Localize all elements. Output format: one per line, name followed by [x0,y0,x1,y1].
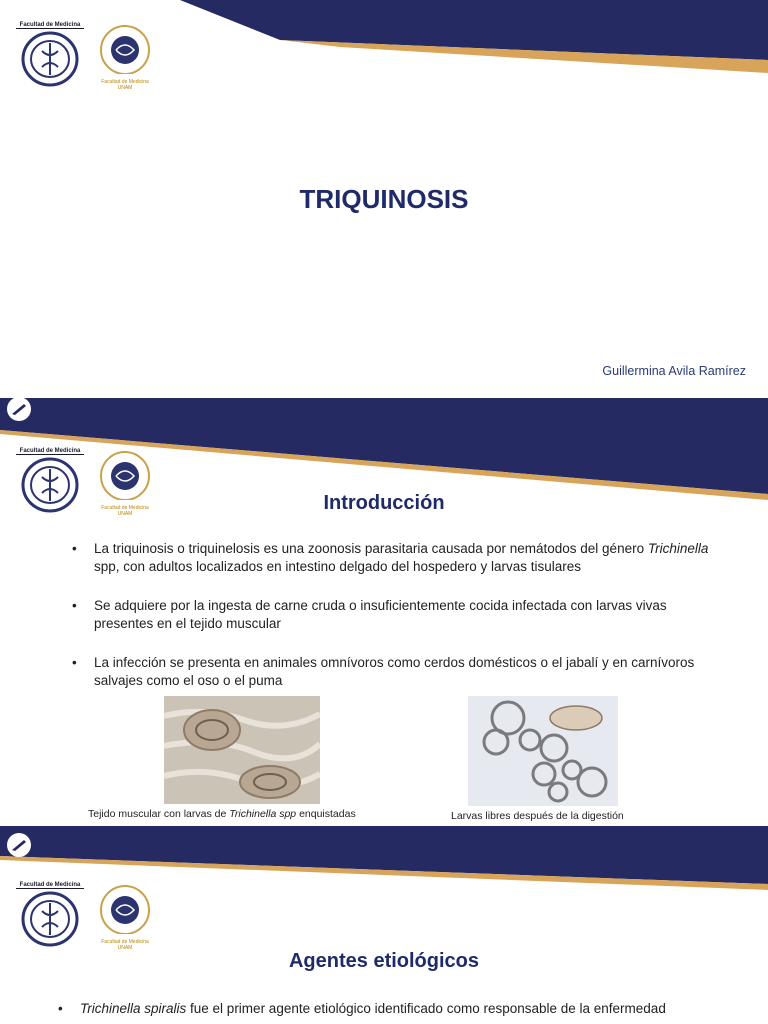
microbiologia-logo [94,22,156,91]
logo-group [16,882,156,952]
photo-caption-right: Larvas libres después de la digestión [451,810,624,822]
free-larvae-photo [468,696,618,806]
slide-agentes [0,826,768,1024]
scalpel-icon [6,396,32,422]
list-item: • La triquinosis o triquinelosis es una zoonosis parasitaria causada por nemátodos del género Trichinella spp, con adultos localizados en intestino delgado del hospedero y larvas tisulares [72,541,709,574]
facultad-logo-caption: Facultad de Medicina [16,22,84,29]
unam-seal-icon [20,891,80,947]
author-name: Guillermina Avila Ramírez [602,364,746,378]
list-item: • La infección se presenta en animales omnívoros como cerdos domésticos o el jabalí y en carnívoros salvajes como el oso o el puma [72,655,695,688]
microbiologia-caption: Facultad de Medicina UNAM [101,79,149,91]
facultad-logo [16,882,84,952]
list-item: • Se adquiere por la ingesta de carne cruda o insuficientemente cocida infectada con larvas vivas presentes en el tejido muscular [72,598,667,631]
muscle-tissue-photo [164,696,320,804]
facultad-logo-caption: Facultad de Medicina [16,448,84,455]
bullet-list [72,540,712,711]
unam-seal-icon [20,31,80,87]
photo-caption-left: Tejido muscular con larvas de Trichinella spp enquistadas [88,808,356,820]
microbiologia-logo [94,882,156,951]
section-heading: Agentes etiológicos [288,950,480,972]
logo-group [16,22,156,92]
facultad-logo-caption: Facultad de Medicina [16,882,84,889]
microbiologia-caption: Facultad de Medicina UNAM [101,939,149,951]
list-item: • Trichinella spiralis fue el primer agente etiológico identificado como responsable de la enfermedad [58,1001,666,1016]
bullet-list [58,1000,758,1024]
facultad-logo [16,22,84,92]
slide-introduccion [0,390,768,826]
page-title: TRIQUINOSIS [299,184,469,214]
microbiologia-seal-icon [96,882,154,934]
microbiologia-caption: Facultad de Medicina UNAM [101,505,149,517]
section-heading: Introducción [323,492,445,514]
slide-title [0,0,768,390]
scalpel-icon [6,832,32,858]
microbiologia-seal-icon [96,22,154,74]
